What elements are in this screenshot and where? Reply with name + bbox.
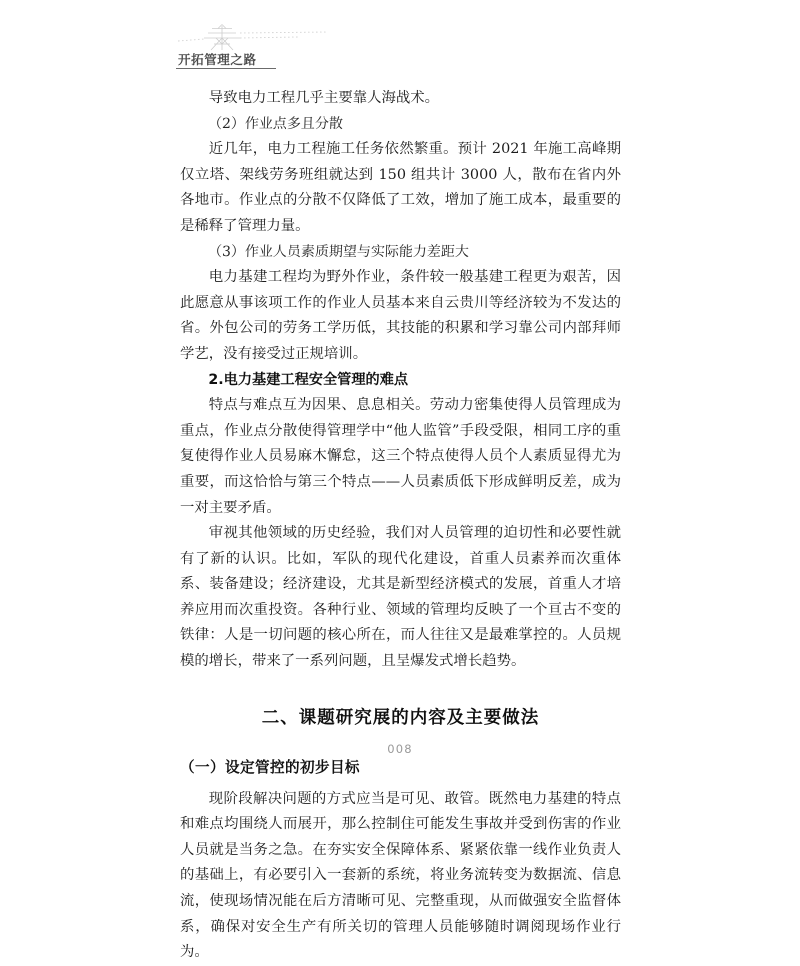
item-heading-3: （3）作业人员素质期望与实际能力差距大 [207,243,470,260]
running-header [178,24,638,70]
difficulty-heading: 2.电力基建工程安全管理的难点 [208,371,409,388]
page-number: 008 [387,742,413,756]
paragraph-1: 导致电力工程几乎主要靠人海战术。 [208,90,440,106]
section-heading: 二、课题研究展的内容及主要做法 [261,707,540,728]
paragraph-5: 审视其他领域的历史经验，我们对人员管理的迫切性和必要性就有了新的认识。比如，军队的现代化建设，首重人员素养而次重体系、装备建设；经济建设，尤其是新型经济模式的发展，首重人才培养应用而次重投资。各种行业、领域的管理均反映了一个亘古不变的铁律：人是一切问题的核心所在，而人往往又是最难掌控的。人员规模的增长，带来了一系列问题，且呈爆发式增长趋势。 [180,525,621,670]
paragraph-6: 现阶段解决问题的方式应当是可见、敢管。既然电力基建的特点和难点均围绕人而展开，那么控制住可能发生事故并受到伤害的作业人员就是当务之急。在夯实安全保障体系、紧紧依靠一线作业负责人的基础上，有必要引入一套新的系统，将业务流转变为数据流、信息流，使现场情况能在后方清晰可见、完整重现，从而做强安全监督体系，确保对安全生产有所关切的管理人员能够随时调阅现场作业行为。 [180,790,621,961]
item-heading-2: （2）作业点多且分散 [207,115,344,132]
paragraph-3: 电力基建工程均为野外作业，条件较一般基建工程更为艰苦，因此愿意从事该项工作的作业人员基本来自云贵川等经济较为不发达的省。外包公司的劳务工学历低，其技能的积累和学习靠公司内部拜师学艺，没有接受过正规培训。 [180,269,621,362]
header-underline [176,68,276,69]
paragraph-2: 近几年，电力工程施工任务依然繁重。预计 2021 年施工高峰期仅立塔、架线劳务班组就达到 150 组共计 3000 人，散布在省内外各地市。作业点的分散不仅降低了工效，增加了施工成本，最重要的是稀释了管理力量。 [180,141,621,234]
page-content [180,86,621,966]
subsection-heading: （一）设定管控的初步目标 [180,758,360,776]
header-title: 开拓管理之路 [178,52,257,67]
paragraph-4: 特点与难点互为因果、息息相关。劳动力密集使得人员管理成为重点，作业点分散使得管理学中“他人监管”手段受限，相同工序的重复使得作业人员易麻木懈怠，这三个特点使得人员个人素质显得尤为重要，而这恰恰与第三个特点——人员素质低下形成鲜明反差，成为一对主要矛盾。 [180,397,621,516]
